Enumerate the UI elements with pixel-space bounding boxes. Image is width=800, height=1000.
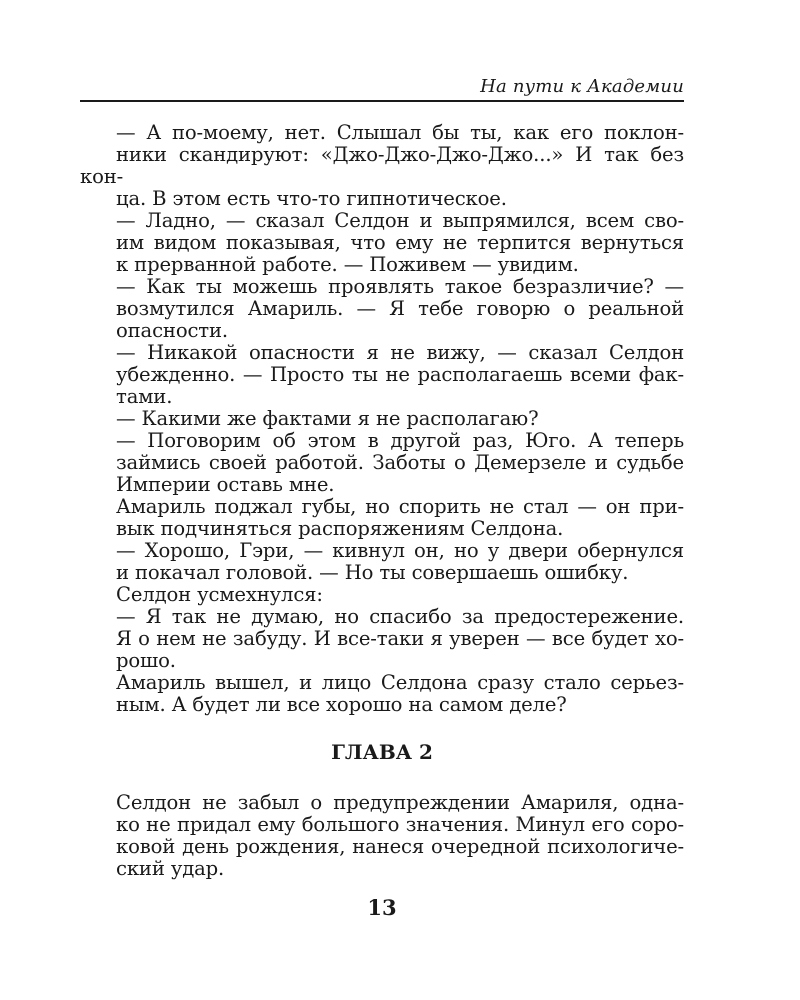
- paragraph: [80, 430, 684, 496]
- text-line: опасности.: [116, 319, 228, 342]
- text-line: ным. А будет ли все хорошо на самом деле?: [116, 693, 567, 716]
- text-line: — Хорошо, Гэри, — кивнул он, но у двери обернулся: [116, 539, 684, 562]
- text-line: и покачал головой. — Но ты совершаешь ошибку.: [116, 561, 629, 584]
- text-line: — Никакой опасности я не вижу, — сказал Селдон: [116, 341, 684, 364]
- text-line: — Как ты можешь проявлять такое безразличие? —: [116, 275, 684, 298]
- paragraph: [80, 408, 684, 430]
- text-line: ники скандируют: «Джо-Джо-Джо-Джо...» И так без кон-: [80, 143, 684, 188]
- paragraph: [80, 792, 684, 880]
- text-line: — Ладно, — сказал Селдон и выпрямился, всем сво-: [116, 209, 684, 232]
- text-line: рошо.: [116, 649, 176, 672]
- text-line: — Я так не думаю, но спасибо за предостережение.: [116, 605, 684, 628]
- chapter-title: ГЛАВА 2: [331, 740, 433, 764]
- paragraph: [80, 496, 684, 540]
- paragraph: [80, 342, 684, 408]
- page-number: 13: [367, 895, 397, 920]
- text-line: ца. В этом есть что-то гипнотическое.: [116, 187, 507, 210]
- paragraph: [80, 584, 684, 606]
- text-line: Амариль вышел, и лицо Селдона сразу стало серьез-: [116, 671, 684, 694]
- paragraph: [80, 276, 684, 342]
- text-line: Империи оставь мне.: [116, 473, 335, 496]
- text-line: убежденно. — Просто ты не располагаешь всеми фак-: [116, 363, 684, 386]
- running-header: На пути к Академии: [480, 76, 684, 97]
- text-line: Я о нем не забуду. И все-таки я уверен — все будет хо-: [116, 627, 684, 650]
- main-text: [80, 122, 684, 716]
- text-line: им видом показывая, что ему не терпится вернуться: [116, 231, 684, 254]
- text-line: Селдон не забыл о предупреждении Амариля, одна-: [116, 791, 684, 814]
- header-rule: [80, 100, 684, 102]
- text-line: тами.: [116, 385, 173, 408]
- text-line: ковой день рождения, нанеся очередной психологиче-: [116, 835, 684, 858]
- text-line: Амариль поджал губы, но спорить не стал — он при-: [116, 495, 684, 518]
- text-line: к прерванной работе. — Поживем — увидим.: [116, 253, 579, 276]
- paragraph: [80, 540, 684, 584]
- text-line: ский удар.: [116, 857, 225, 880]
- text-line: — Какими же фактами я не располагаю?: [116, 407, 539, 430]
- text-line: Селдон усмехнулся:: [116, 583, 323, 606]
- text-line: — Поговорим об этом в другой раз, Юго. А теперь: [116, 429, 684, 452]
- paragraph: [80, 210, 684, 276]
- paragraph: [80, 606, 684, 672]
- text-line: вык подчиняться распоряжениям Селдона.: [116, 517, 564, 540]
- paragraph: [80, 672, 684, 716]
- chapter-text: [80, 792, 684, 880]
- text-line: — А по-моему, нет. Слышал бы ты, как его поклон-: [116, 121, 684, 144]
- text-line: займись своей работой. Заботы о Демерзеле и судьбе: [116, 451, 684, 474]
- paragraph: [80, 122, 684, 210]
- text-line: возмутился Амариль. — Я тебе говорю о реальной: [116, 297, 684, 320]
- text-line: ко не придал ему большого значения. Минул его соро-: [116, 813, 684, 836]
